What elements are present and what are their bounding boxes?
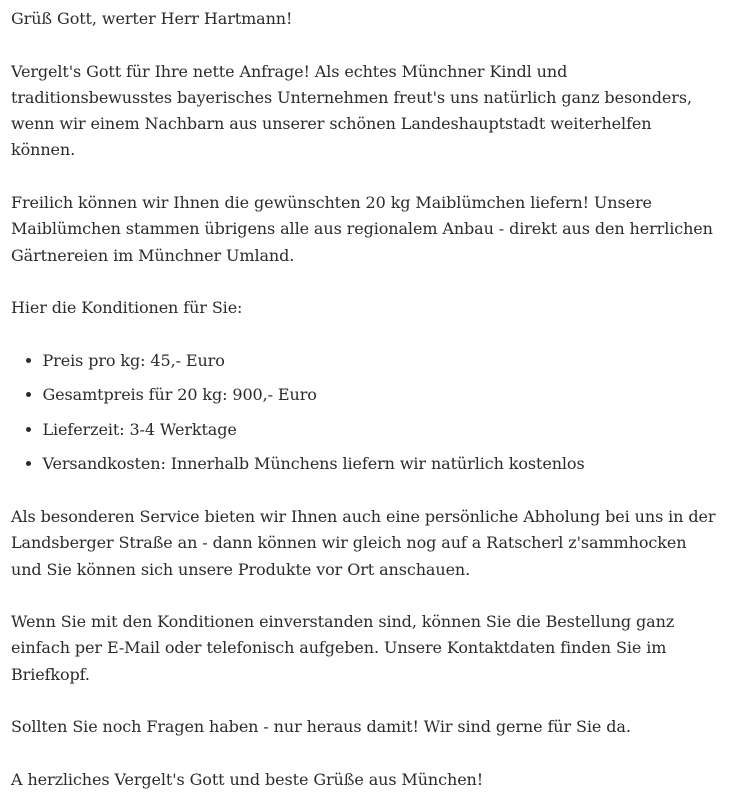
paragraph-thanks: Vergelt's Gott für Ihre nette Anfrage! Als echtes Münchner Kindl und traditionsbewusstes bayerisches Unternehmen freut's uns natürlich ganz besonders, wenn wir einem Nachbarn aus unserer schönen Landeshauptstadt weiterhelfen können. — [11, 61, 692, 160]
condition-total-price: • Gesamtpreis für 20 kg: 900,- Euro — [43, 382, 717, 408]
condition-shipping-costs: • Versandkosten: Innerhalb Münchens liefern wir natürlich kostenlos — [43, 451, 717, 477]
paragraph-pickup-service: Als besonderen Service bieten wir Ihnen auch eine persönliche Abholung bei uns in der Landsberger Straße an - dann können wir gleich nog auf a Ratscherl z'sammhocken und Sie können sich unsere Produkte vor Ort anschauen. — [11, 506, 716, 579]
message-body — [11, 6, 716, 793]
conditions-list — [11, 348, 716, 478]
condition-delivery-time: • Lieferzeit: 3-4 Werktage — [43, 417, 717, 443]
greeting: Grüß Gott, werter Herr Hartmann! — [11, 9, 293, 28]
closing: A herzliches Vergelt's Gott und beste Grüße aus München! — [11, 769, 484, 789]
paragraph-questions: Sollten Sie noch Fragen haben - nur heraus damit! Wir sind gerne für Sie da. — [11, 717, 631, 737]
condition-price-per-kg: • Preis pro kg: 45,- Euro — [43, 348, 717, 374]
paragraph-ordering: Wenn Sie mit den Konditionen einverstanden sind, können Sie die Bestellung ganz einfach per E-Mail oder telefonisch aufgeben. Unsere Kontaktdaten finden Sie im Briefkopf. — [11, 612, 675, 684]
paragraph-delivery: Freilich können wir Ihnen die gewünschten 20 kg Maiblümchen liefern! Unsere Maiblümchen stammen übrigens alle aus regionalem Anbau - direkt aus den herrlichen Gärtnereien im Münchner Umland. — [11, 193, 713, 265]
conditions-intro: Hier die Konditionen für Sie: — [11, 298, 243, 318]
